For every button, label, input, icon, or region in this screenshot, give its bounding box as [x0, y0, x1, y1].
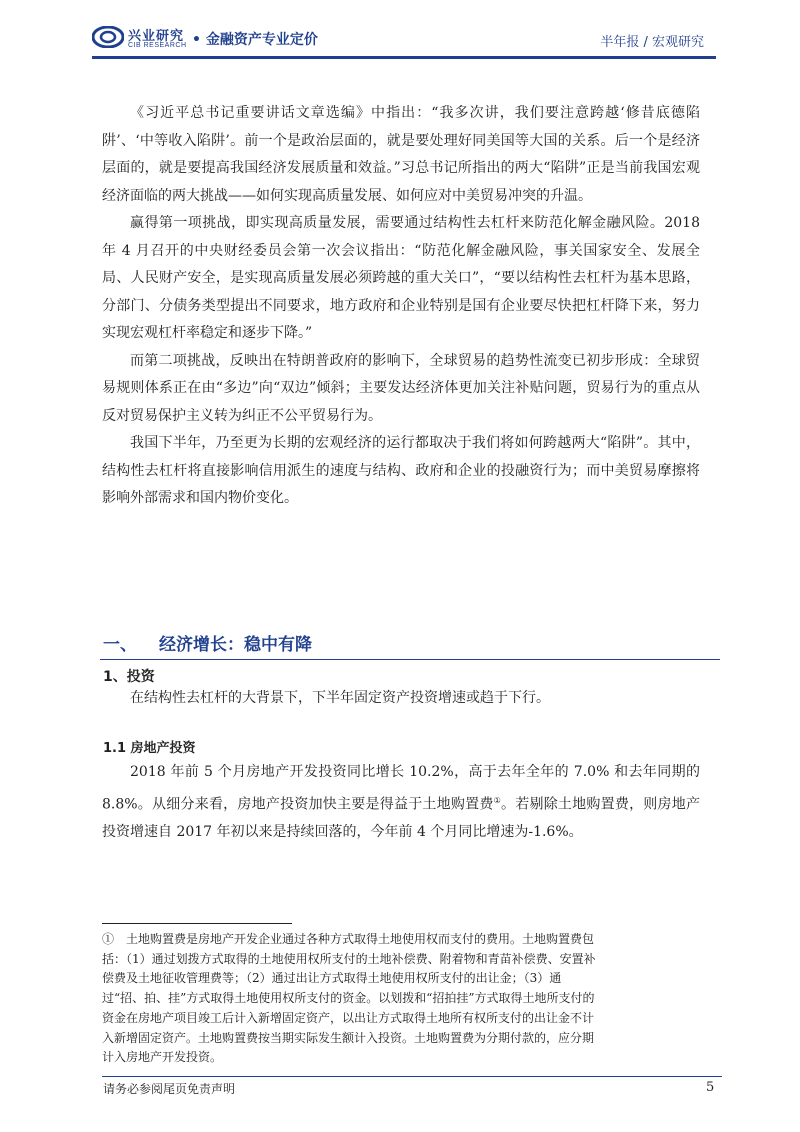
slogan: • 金融资产专业定价: [192, 32, 318, 48]
disclaimer-link: 请务必参阅尾页免责声明: [103, 1082, 236, 1096]
paragraph: 在结构性去杠杆的大背景下，下半年固定资产投资增速或趋于下行。: [130, 690, 550, 706]
footnote-mark: ①: [102, 932, 115, 946]
subsubsection-heading: 1.1 房地产投资: [103, 741, 196, 756]
footnote: [102, 930, 602, 1068]
paragraph: 赢得第一项挑战，即实现高质量发展，需要通过结构性去杠杆来防范化解金融风险。2018 年 4 月召开的中央财经委员会第一次会议指出：“防范化解金融风险，事关国家安全、发展全局、人民财产安全，是实现高质量发展必须跨越的重大关口”，“要以结构性去杠杆为基本思路，分部门、分债务类型提出不同要求，地方政府和企业特别是国有企业要尽快把杠杆降下来，努力实现宏观杠杆率稳定和逐步下降。”: [102, 215, 700, 341]
paragraph: 而第二项挑战，反映出在特朗普政府的影响下，全球贸易的趋势性流变已初步形成：全球贸易规则体系正在由“多边”向“双边”倾斜；主要发达经济体更加关注补贴问题，贸易行为的重点从反对贸易保护主义转为纠正不公平贸易行为。: [102, 352, 700, 424]
footnote-text: 土地购置费是房地产开发企业通过各种方式取得土地使用权而支付的费用。土地购置费包括：（1）通过划拨方式取得的土地使用权所支付的土地补偿费、附着物和青苗补偿费、安置补偿费及土地征收管理费等；（2）通过出让方式取得土地使用权所支付的出让金；（3）通过“招、拍、挂”方式取得土地使用权所支付的资金。以划拨和“招拍挂”方式取得土地所支付的资金在房地产项目竣工后计入新增固定资产，以出让方式取得土地所有权所支付的出让金不计入新增固定资产。土地购置费按当期实际发生额计入投资。土地购置费为分期付款的，应分期计入房地产开发投资。: [102, 932, 596, 1065]
section-number: 一、: [103, 635, 137, 655]
text: 。若剔除土地购置费，则房地产投资增速自 2017 年初以来是持续回落的，今年前 4 个月同比增速为-1.6%。: [102, 796, 701, 840]
report-type: 半年报 / 宏观研究: [600, 35, 704, 50]
page-header: [0, 0, 800, 60]
brand-name: 兴业研究: [128, 29, 185, 44]
paragraph: 《习近平总书记重要讲话文章选编》中指出：“我多次讲，我们要注意跨越‘修昔底德陷阱’、‘中等收入陷阱’。前一个是政治层面的，就是要处理好同美国等大国的关系。后一个是经济层面的，就是要提高我国经济发展质量和效益。”习总书记所指出的两大“陷阱”正是当前我国宏观经济面临的两大挑战——如何实现高质量发展、如何应对中美贸易冲突的升温。: [102, 105, 700, 204]
intro-text: [102, 100, 700, 513]
footer-divider: [102, 1076, 722, 1077]
subsection-heading: 1、投资: [103, 669, 155, 685]
page-number: 5: [706, 1080, 715, 1095]
text: 2018 年前 5 个月房地产开发投资同比增长 10.2%，高于去年全年的 7.0% 和去年同期的 8.8%。从细分来看，房地产投资加快主要是得益于土地购置费: [102, 764, 700, 813]
footnote-ref[interactable]: ①: [493, 795, 501, 805]
section-heading: [103, 630, 312, 655]
brand-name-en: CIB RESEARCH: [128, 42, 187, 49]
paragraph: [102, 759, 700, 846]
cib-logo-icon: [92, 26, 124, 48]
section-title: 经济增长：稳中有降: [159, 635, 312, 655]
paragraph: 我国下半年，乃至更为长期的宏观经济的运行都取决于我们将如何跨越两大“陷阱”。其中，结构性去杠杆将直接影响信用派生的速度与结构、政府和企业的投融资行为；而中美贸易摩擦将影响外部需求和国内物价变化。: [102, 435, 700, 506]
header-divider: [92, 56, 716, 59]
footnote-divider: [102, 923, 292, 924]
section-divider: [100, 659, 720, 660]
